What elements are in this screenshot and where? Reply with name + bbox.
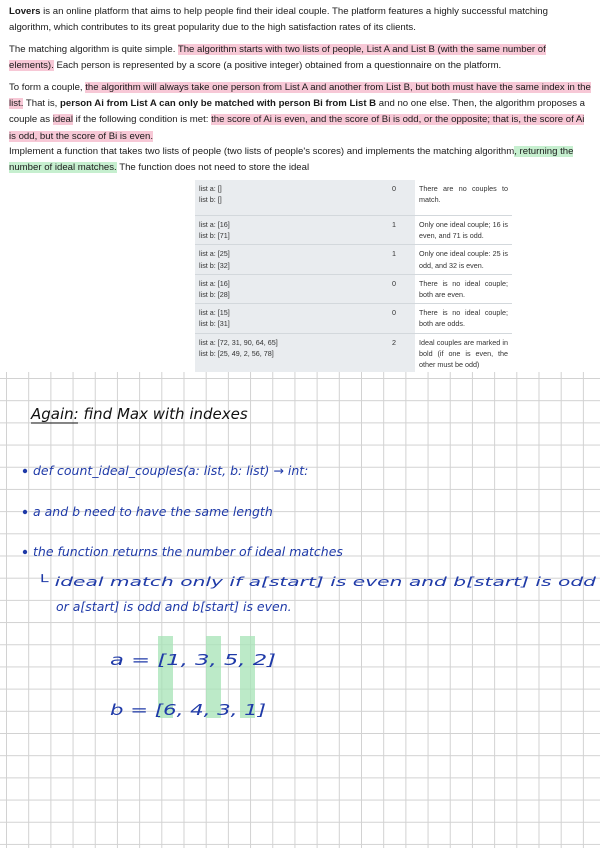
text: That is, xyxy=(23,98,61,110)
example-row xyxy=(195,274,512,303)
paragraph-couples xyxy=(9,80,591,145)
highlight-green: , returning the number of ideal matches. xyxy=(9,146,574,174)
list-b: list b: [25, 49, 2, 56, 78] xyxy=(199,348,274,358)
bullet-dot xyxy=(23,550,27,554)
output-value: 1 xyxy=(373,216,415,245)
example-row xyxy=(195,245,512,274)
bullet-dot xyxy=(23,510,27,514)
paragraph-intro xyxy=(9,4,591,36)
note-returns: the function returns the number of ideal matches xyxy=(33,544,343,559)
text: and no one else. Then, the algorithm proposes a couple as xyxy=(9,98,586,126)
examples-table xyxy=(195,180,512,373)
highlight-pink: ideal xyxy=(52,114,74,126)
text: Each person is represented by a score (a positive integer) obtained from a questionnaire on the platform. xyxy=(53,60,502,72)
output-value: 2 xyxy=(373,333,415,373)
output-value: 1 xyxy=(373,245,415,274)
highlight-pink: the algorithm will always take one person from List A and another from List B, but both must have the same index in the list. xyxy=(9,82,591,110)
list-a: list a: [72, 31, 90, 64, 65] xyxy=(199,337,278,347)
bullet-dot xyxy=(23,469,27,473)
note-ideal-condition-2: or a[start] is odd and b[start] is even. xyxy=(56,599,292,614)
text: The function does not need to store the ideal xyxy=(116,162,310,174)
note-function-signature: def count_ideal_couples(a: list, b: list) → int: xyxy=(33,463,309,478)
array-b: b = [6, 4, 3, 1] xyxy=(110,701,267,719)
list-b: list b: [32] xyxy=(199,260,230,270)
explanation: Only one ideal couple; 16 is even, and 71 is odd. xyxy=(415,216,512,245)
note-ideal-condition-1: └ ideal match only if a[start] is even and b[start] is odd xyxy=(36,574,597,589)
text: The matching algorithm is quite simple. xyxy=(9,44,178,55)
list-b: list b: [71] xyxy=(199,231,230,241)
text: Implement a function that takes two lists of people (two lists of people's scores) and implements the matching algorithm xyxy=(9,146,515,157)
notes-canvas xyxy=(0,372,600,848)
list-a: list a: [] xyxy=(199,184,222,193)
intro-text: is an online platform that aims to help people find their ideal couple. The platform features a highly successful matching algorithm, which contributes to its great popularity due to the high satisfaction rates of its clients. xyxy=(9,6,548,34)
example-row xyxy=(195,333,512,373)
list-b: list b: [31] xyxy=(199,319,230,329)
explanation: Ideal couples are marked in bold (if one is even, the other must be odd) xyxy=(415,333,512,373)
paragraph-task xyxy=(9,144,591,176)
handwritten-notes-grid xyxy=(0,372,600,848)
list-a: list a: [16] xyxy=(199,278,230,288)
example-row xyxy=(195,304,512,333)
highlight-pink: The algorithm starts with two lists of people, List A and List B (with the same number of elements). xyxy=(9,44,546,72)
brand-name: Lovers xyxy=(9,6,41,17)
example-row xyxy=(195,180,512,216)
text: To form a couple, xyxy=(9,82,86,93)
explanation: There is no ideal couple; both are odds. xyxy=(415,304,512,333)
note-same-length: a and b need to have the same length xyxy=(33,504,273,519)
bold-rule: person Ai from List A can only be matched with person Bi from List B xyxy=(60,98,377,110)
output-value: 0 xyxy=(373,304,415,333)
output-value: 0 xyxy=(373,274,415,303)
problem-statement xyxy=(0,0,600,372)
list-a: list a: [15] xyxy=(199,308,230,318)
explanation: There are no couples to match. xyxy=(415,180,512,216)
example-row xyxy=(195,216,512,245)
list-a: list a: [16] xyxy=(199,220,230,229)
text: if the following condition is met: xyxy=(73,114,212,126)
explanation: Only one ideal couple: 25 is odd, and 32 is even. xyxy=(415,245,512,274)
list-a: list a: [25] xyxy=(199,249,230,259)
output-value: 0 xyxy=(373,180,415,216)
array-a: a = [1, 3, 5, 2] xyxy=(110,651,277,669)
paragraph-algorithm xyxy=(9,42,591,74)
notes-title: Again: find Max with indexes xyxy=(31,405,248,423)
explanation: There is no ideal couple; both are even. xyxy=(415,274,512,303)
list-b: list b: [28] xyxy=(199,290,230,300)
highlight-pink: the score of Ai is even, and the score of Bi is odd, or the opposite; that is, the score of Ai is odd, but the score of Bi is even. xyxy=(9,114,585,142)
list-b: list b: [] xyxy=(199,195,222,205)
